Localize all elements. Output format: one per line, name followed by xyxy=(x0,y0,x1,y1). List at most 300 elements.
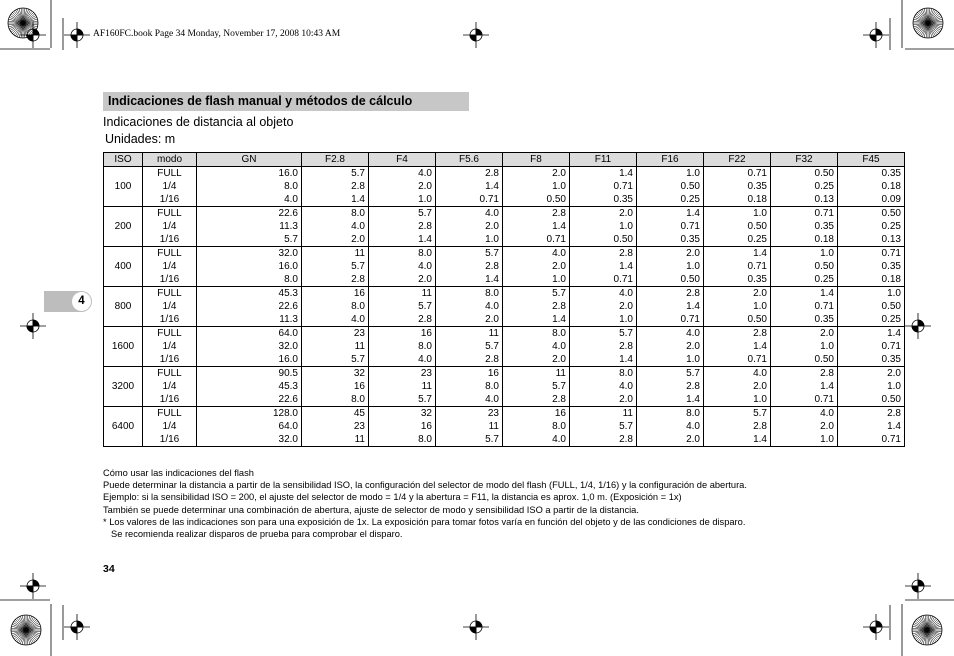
distance-cell: 11 xyxy=(369,287,436,301)
mode-cell: 1/4 xyxy=(143,220,197,233)
distance-cell: 2.0 xyxy=(771,327,838,341)
distance-cell: 5.7 xyxy=(369,393,436,407)
distance-cell: 0.50 xyxy=(637,180,704,193)
mode-cell: 1/4 xyxy=(143,420,197,433)
table-row xyxy=(104,247,905,261)
distance-cell: 1.4 xyxy=(704,433,771,447)
mode-cell: 1/16 xyxy=(143,193,197,207)
notes-heading: Cómo usar las indicaciones del flash xyxy=(103,468,254,478)
crosshair-mark xyxy=(863,22,889,48)
distance-cell: 2.8 xyxy=(704,327,771,341)
table-row xyxy=(104,207,905,221)
distance-cell: 1.0 xyxy=(838,287,905,301)
distance-cell: 1.0 xyxy=(637,260,704,273)
mode-cell: 1/16 xyxy=(143,273,197,287)
mode-cell: FULL xyxy=(143,367,197,381)
distance-cell: 16 xyxy=(436,367,503,381)
distance-cell: 2.8 xyxy=(570,247,637,261)
distance-cell: 1.0 xyxy=(369,193,436,207)
column-header: F4 xyxy=(369,153,436,167)
distance-cell: 5.7 xyxy=(704,407,771,421)
distance-cell: 2.0 xyxy=(436,220,503,233)
subtitle: Indicaciones de distancia al objeto xyxy=(103,115,294,129)
distance-cell: 8.0 xyxy=(302,207,369,221)
distance-cell: 1.0 xyxy=(637,167,704,181)
distance-cell: 16.0 xyxy=(197,353,302,367)
table-header-row xyxy=(104,153,905,167)
distance-cell: 2.0 xyxy=(637,433,704,447)
distance-cell: 45 xyxy=(302,407,369,421)
distance-cell: 0.35 xyxy=(570,193,637,207)
distance-cell: 4.0 xyxy=(704,367,771,381)
distance-cell: 5.7 xyxy=(369,207,436,221)
distance-cell: 11 xyxy=(302,340,369,353)
mode-cell: FULL xyxy=(143,207,197,221)
distance-cell: 4.0 xyxy=(369,353,436,367)
distance-cell: 2.0 xyxy=(637,247,704,261)
distance-cell: 64.0 xyxy=(197,327,302,341)
mode-cell: 1/16 xyxy=(143,313,197,327)
distance-cell: 11 xyxy=(436,420,503,433)
table-row xyxy=(104,407,905,421)
crosshair-mark xyxy=(905,313,931,339)
distance-cell: 0.35 xyxy=(838,167,905,181)
distance-cell: 1.0 xyxy=(771,340,838,353)
distance-cell: 11 xyxy=(302,247,369,261)
distance-cell: 5.7 xyxy=(197,233,302,247)
crosshair-mark xyxy=(863,614,889,640)
distance-cell: 0.71 xyxy=(771,300,838,313)
distance-cell: 1.0 xyxy=(704,207,771,221)
distance-cell: 1.4 xyxy=(369,233,436,247)
distance-cell: 0.50 xyxy=(838,300,905,313)
iso-group xyxy=(104,247,905,287)
mode-cell: 1/16 xyxy=(143,353,197,367)
table-row xyxy=(104,260,905,273)
table-row xyxy=(104,220,905,233)
distance-cell: 4.0 xyxy=(570,380,637,393)
distance-cell: 4.0 xyxy=(436,300,503,313)
distance-cell: 2.8 xyxy=(436,260,503,273)
iso-cell: 200 xyxy=(104,207,143,247)
distance-cell: 2.8 xyxy=(369,220,436,233)
distance-cell: 0.50 xyxy=(771,353,838,367)
distance-cell: 0.35 xyxy=(838,353,905,367)
notes-example: Ejemplo: si la sensibilidad ISO = 200, el ajuste del selector de modo = 1/4 y la abertura = F11, la distancia es aprox. 1,0 m. (Exposición = 1x) xyxy=(103,492,682,503)
column-header: F45 xyxy=(838,153,905,167)
iso-cell: 800 xyxy=(104,287,143,327)
distance-cell: 0.50 xyxy=(503,193,570,207)
distance-cell: 0.50 xyxy=(637,273,704,287)
table-row xyxy=(104,340,905,353)
distance-cell: 16 xyxy=(369,327,436,341)
distance-cell: 2.8 xyxy=(302,180,369,193)
distance-cell: 4.0 xyxy=(302,220,369,233)
distance-cell: 5.7 xyxy=(570,420,637,433)
distance-cell: 5.7 xyxy=(302,167,369,181)
units-label: Unidades: m xyxy=(105,132,176,146)
table-row xyxy=(104,433,905,447)
distance-cell: 23 xyxy=(302,420,369,433)
mode-cell: FULL xyxy=(143,407,197,421)
mode-cell: 1/4 xyxy=(143,180,197,193)
distance-cell: 8.0 xyxy=(302,300,369,313)
distance-cell: 1.4 xyxy=(637,207,704,221)
distance-cell: 23 xyxy=(369,367,436,381)
mode-cell: FULL xyxy=(143,247,197,261)
distance-cell: 1.0 xyxy=(637,353,704,367)
column-header: modo xyxy=(143,153,197,167)
distance-cell: 1.4 xyxy=(704,247,771,261)
table-row xyxy=(104,313,905,327)
distance-cell: 0.35 xyxy=(704,180,771,193)
distance-cell: 11 xyxy=(436,327,503,341)
iso-cell: 1600 xyxy=(104,327,143,367)
distance-cell: 16 xyxy=(503,407,570,421)
distance-cell: 0.18 xyxy=(838,180,905,193)
distance-cell: 2.8 xyxy=(771,367,838,381)
iso-group xyxy=(104,207,905,247)
table-row xyxy=(104,180,905,193)
distance-cell: 4.0 xyxy=(503,247,570,261)
notes-line: Puede determinar la distancia a partir de la sensibilidad ISO, la configuración del selector de modo del flash (FULL, 1/4, 1/16) y la configuración de abertura. xyxy=(103,480,747,491)
distance-cell: 1.0 xyxy=(570,220,637,233)
crosshair-mark xyxy=(20,573,46,599)
distance-cell: 2.0 xyxy=(503,353,570,367)
distance-cell: 1.0 xyxy=(771,433,838,447)
distance-cell: 45.3 xyxy=(197,380,302,393)
distance-cell: 0.71 xyxy=(838,247,905,261)
distance-cell: 0.71 xyxy=(570,180,637,193)
column-header: F8 xyxy=(503,153,570,167)
distance-cell: 0.25 xyxy=(771,180,838,193)
distance-cell: 1.0 xyxy=(704,393,771,407)
distance-cell: 2.8 xyxy=(436,167,503,181)
table-row xyxy=(104,367,905,381)
mode-cell: FULL xyxy=(143,167,197,181)
distance-cell: 5.7 xyxy=(436,433,503,447)
mode-cell: 1/16 xyxy=(143,393,197,407)
guide-distance-table xyxy=(103,152,905,447)
distance-cell: 1.4 xyxy=(436,273,503,287)
distance-cell: 8.0 xyxy=(436,380,503,393)
distance-cell: 4.0 xyxy=(197,193,302,207)
table-row xyxy=(104,193,905,207)
distance-cell: 4.0 xyxy=(369,260,436,273)
distance-cell: 0.35 xyxy=(771,313,838,327)
distance-cell: 2.0 xyxy=(436,313,503,327)
distance-cell: 2.8 xyxy=(838,407,905,421)
distance-cell: 2.0 xyxy=(503,167,570,181)
distance-cell: 0.50 xyxy=(771,260,838,273)
section-title: Indicaciones de flash manual y métodos de cálculo xyxy=(108,94,413,108)
distance-cell: 23 xyxy=(436,407,503,421)
distance-cell: 8.0 xyxy=(637,407,704,421)
distance-cell: 5.7 xyxy=(503,380,570,393)
distance-cell: 2.0 xyxy=(369,273,436,287)
distance-cell: 0.25 xyxy=(838,313,905,327)
distance-cell: 8.0 xyxy=(503,327,570,341)
distance-cell: 0.25 xyxy=(771,273,838,287)
crosshair-mark xyxy=(64,22,90,48)
distance-cell: 2.8 xyxy=(570,433,637,447)
iso-group xyxy=(104,407,905,447)
distance-cell: 5.7 xyxy=(570,327,637,341)
distance-cell: 0.71 xyxy=(704,260,771,273)
distance-cell: 0.13 xyxy=(771,193,838,207)
distance-cell: 23 xyxy=(302,327,369,341)
page-number: 34 xyxy=(103,563,115,575)
distance-cell: 11 xyxy=(302,433,369,447)
distance-cell: 2.0 xyxy=(570,300,637,313)
distance-cell: 2.8 xyxy=(302,273,369,287)
distance-cell: 45.3 xyxy=(197,287,302,301)
chapter-number: 4 xyxy=(72,292,91,311)
distance-cell: 1.4 xyxy=(771,287,838,301)
distance-cell: 5.7 xyxy=(637,367,704,381)
starburst-mark xyxy=(912,615,942,645)
table-row xyxy=(104,167,905,181)
mode-cell: 1/16 xyxy=(143,233,197,247)
distance-cell: 4.0 xyxy=(369,167,436,181)
print-header: AF160FC.book Page 34 Monday, November 17, 2008 10:43 AM xyxy=(93,29,341,39)
distance-cell: 32 xyxy=(369,407,436,421)
mode-cell: FULL xyxy=(143,327,197,341)
distance-cell: 4.0 xyxy=(436,207,503,221)
iso-group xyxy=(104,287,905,327)
distance-cell: 4.0 xyxy=(637,420,704,433)
table-row xyxy=(104,273,905,287)
distance-cell: 0.25 xyxy=(637,193,704,207)
distance-cell: 0.71 xyxy=(771,393,838,407)
distance-cell: 8.0 xyxy=(570,367,637,381)
distance-cell: 5.7 xyxy=(369,300,436,313)
distance-cell: 32 xyxy=(302,367,369,381)
distance-cell: 8.0 xyxy=(369,340,436,353)
distance-cell: 1.4 xyxy=(704,340,771,353)
distance-cell: 16.0 xyxy=(197,260,302,273)
iso-group xyxy=(104,167,905,207)
column-header: GN xyxy=(197,153,302,167)
distance-cell: 2.0 xyxy=(771,420,838,433)
crosshair-mark xyxy=(905,573,931,599)
distance-cell: 1.4 xyxy=(503,313,570,327)
distance-cell: 0.50 xyxy=(838,207,905,221)
starburst-mark xyxy=(913,8,943,38)
distance-cell: 5.7 xyxy=(302,260,369,273)
mode-cell: 1/4 xyxy=(143,300,197,313)
distance-cell: 0.71 xyxy=(838,340,905,353)
column-header: ISO xyxy=(104,153,143,167)
distance-cell: 0.18 xyxy=(838,273,905,287)
table-row xyxy=(104,233,905,247)
distance-cell: 0.71 xyxy=(704,353,771,367)
distance-cell: 22.6 xyxy=(197,393,302,407)
distance-cell: 0.35 xyxy=(771,220,838,233)
mode-cell: 1/16 xyxy=(143,433,197,447)
distance-cell: 2.8 xyxy=(570,340,637,353)
distance-cell: 0.25 xyxy=(838,220,905,233)
distance-cell: 1.0 xyxy=(570,313,637,327)
distance-cell: 0.18 xyxy=(704,193,771,207)
table-row xyxy=(104,380,905,393)
notes-footnote: * Los valores de las indicaciones son para una exposición de 1x. La exposición para tomar fotos varía en función del objeto y de las condiciones de disparo. xyxy=(103,516,746,527)
distance-cell: 2.0 xyxy=(570,393,637,407)
distance-cell: 0.50 xyxy=(704,220,771,233)
distance-cell: 4.0 xyxy=(771,407,838,421)
distance-cell: 1.4 xyxy=(436,180,503,193)
distance-cell: 1.4 xyxy=(637,300,704,313)
column-header: F2.8 xyxy=(302,153,369,167)
table-row xyxy=(104,393,905,407)
distance-cell: 2.0 xyxy=(637,340,704,353)
distance-cell: 11 xyxy=(369,380,436,393)
distance-cell: 0.50 xyxy=(570,233,637,247)
distance-cell: 4.0 xyxy=(570,287,637,301)
distance-cell: 8.0 xyxy=(197,273,302,287)
table-row xyxy=(104,353,905,367)
distance-cell: 8.0 xyxy=(503,420,570,433)
distance-cell: 1.0 xyxy=(771,247,838,261)
distance-cell: 16 xyxy=(369,420,436,433)
distance-cell: 2.0 xyxy=(570,207,637,221)
distance-cell: 32.0 xyxy=(197,340,302,353)
iso-cell: 3200 xyxy=(104,367,143,407)
distance-cell: 5.7 xyxy=(302,353,369,367)
crosshair-mark xyxy=(20,313,46,339)
distance-cell: 0.25 xyxy=(704,233,771,247)
distance-cell: 0.35 xyxy=(637,233,704,247)
crosshair-mark xyxy=(463,22,489,48)
distance-cell: 1.0 xyxy=(503,180,570,193)
mode-cell: 1/4 xyxy=(143,340,197,353)
distance-cell: 16 xyxy=(302,287,369,301)
distance-cell: 4.0 xyxy=(436,393,503,407)
crosshair-mark xyxy=(463,614,489,640)
distance-cell: 0.35 xyxy=(704,273,771,287)
distance-cell: 0.71 xyxy=(570,273,637,287)
distance-cell: 32.0 xyxy=(197,247,302,261)
column-header: F5.6 xyxy=(436,153,503,167)
distance-cell: 0.50 xyxy=(838,393,905,407)
distance-cell: 1.4 xyxy=(838,420,905,433)
distance-cell: 0.35 xyxy=(838,260,905,273)
distance-cell: 2.0 xyxy=(302,233,369,247)
distance-cell: 16.0 xyxy=(197,167,302,181)
distance-cell: 0.71 xyxy=(637,220,704,233)
distance-cell: 11 xyxy=(503,367,570,381)
table-row xyxy=(104,287,905,301)
distance-cell: 2.0 xyxy=(503,260,570,273)
distance-cell: 0.18 xyxy=(771,233,838,247)
column-header: F32 xyxy=(771,153,838,167)
distance-cell: 4.0 xyxy=(302,313,369,327)
distance-cell: 2.0 xyxy=(369,180,436,193)
distance-cell: 5.7 xyxy=(436,247,503,261)
distance-cell: 1.4 xyxy=(503,220,570,233)
distance-cell: 4.0 xyxy=(503,433,570,447)
distance-cell: 2.0 xyxy=(838,367,905,381)
distance-cell: 2.8 xyxy=(503,300,570,313)
distance-cell: 8.0 xyxy=(197,180,302,193)
column-header: F22 xyxy=(704,153,771,167)
distance-cell: 0.09 xyxy=(838,193,905,207)
distance-cell: 1.0 xyxy=(838,380,905,393)
distance-cell: 4.0 xyxy=(637,327,704,341)
distance-cell: 8.0 xyxy=(369,433,436,447)
distance-cell: 4.0 xyxy=(503,340,570,353)
mode-cell: 1/4 xyxy=(143,380,197,393)
distance-cell: 2.8 xyxy=(637,380,704,393)
notes-line: También se puede determinar una combinación de abertura, ajuste de selector de modo y sensibilidad ISO a partir de la distancia. xyxy=(103,504,639,515)
distance-cell: 1.4 xyxy=(570,167,637,181)
table-row xyxy=(104,300,905,313)
distance-cell: 2.0 xyxy=(704,380,771,393)
usage-notes xyxy=(103,467,863,540)
distance-cell: 0.71 xyxy=(771,207,838,221)
distance-cell: 1.0 xyxy=(704,300,771,313)
distance-cell: 8.0 xyxy=(436,287,503,301)
distance-cell: 22.6 xyxy=(197,300,302,313)
distance-cell: 2.0 xyxy=(704,287,771,301)
distance-cell: 1.4 xyxy=(570,260,637,273)
distance-cell: 0.71 xyxy=(637,313,704,327)
distance-cell: 128.0 xyxy=(197,407,302,421)
distance-cell: 5.7 xyxy=(436,340,503,353)
crosshair-mark xyxy=(64,614,90,640)
starburst-mark xyxy=(11,615,41,645)
distance-cell: 1.4 xyxy=(570,353,637,367)
distance-cell: 2.8 xyxy=(369,313,436,327)
distance-cell: 2.8 xyxy=(704,420,771,433)
iso-cell: 100 xyxy=(104,167,143,207)
table-row xyxy=(104,327,905,341)
table-row xyxy=(104,420,905,433)
distance-cell: 1.4 xyxy=(838,327,905,341)
distance-cell: 2.8 xyxy=(637,287,704,301)
distance-cell: 2.8 xyxy=(503,207,570,221)
mode-cell: 1/4 xyxy=(143,260,197,273)
distance-cell: 32.0 xyxy=(197,433,302,447)
starburst-mark xyxy=(8,8,38,38)
column-header: F11 xyxy=(570,153,637,167)
distance-cell: 1.0 xyxy=(436,233,503,247)
column-header: F16 xyxy=(637,153,704,167)
iso-group xyxy=(104,367,905,407)
mode-cell: FULL xyxy=(143,287,197,301)
distance-cell: 0.50 xyxy=(771,167,838,181)
distance-cell: 0.71 xyxy=(503,233,570,247)
notes-footnote-cont: Se recomienda realizar disparos de prueba para comprobar el disparo. xyxy=(111,529,403,540)
distance-cell: 1.4 xyxy=(302,193,369,207)
distance-cell: 11.3 xyxy=(197,313,302,327)
distance-cell: 0.13 xyxy=(838,233,905,247)
distance-cell: 1.4 xyxy=(637,393,704,407)
distance-cell: 64.0 xyxy=(197,420,302,433)
distance-cell: 2.8 xyxy=(503,393,570,407)
iso-cell: 6400 xyxy=(104,407,143,447)
distance-cell: 0.71 xyxy=(436,193,503,207)
distance-cell: 1.0 xyxy=(503,273,570,287)
distance-cell: 5.7 xyxy=(503,287,570,301)
distance-cell: 11.3 xyxy=(197,220,302,233)
distance-cell: 11 xyxy=(570,407,637,421)
distance-cell: 8.0 xyxy=(302,393,369,407)
distance-cell: 0.50 xyxy=(704,313,771,327)
distance-cell: 0.71 xyxy=(704,167,771,181)
distance-cell: 8.0 xyxy=(369,247,436,261)
distance-cell: 0.71 xyxy=(838,433,905,447)
